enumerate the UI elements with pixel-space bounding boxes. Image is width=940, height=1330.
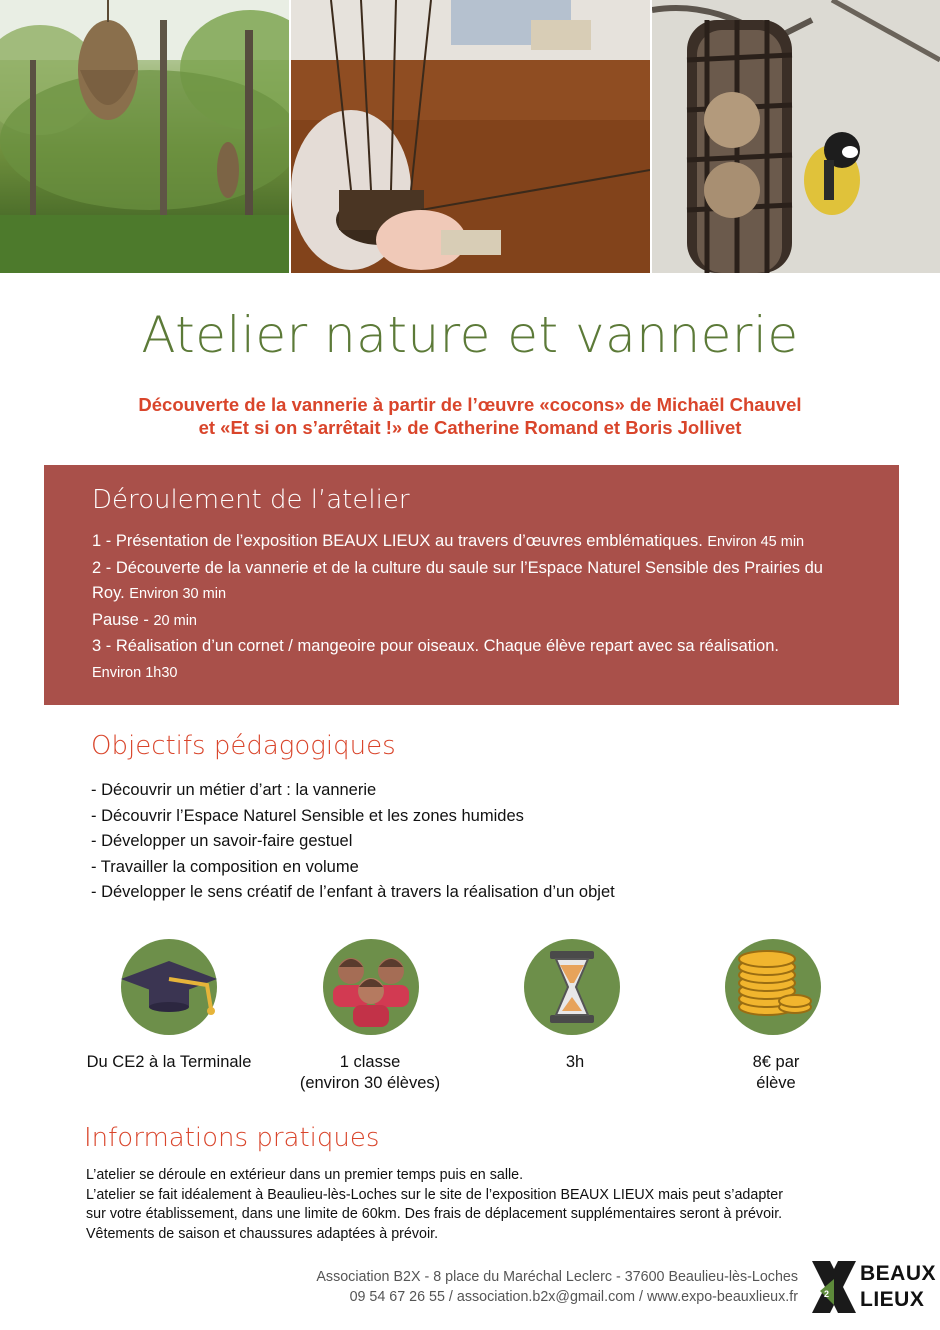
deroulement-step xyxy=(92,529,851,556)
caption-line: 1 classe xyxy=(339,1053,401,1071)
logo-text xyxy=(860,1261,936,1313)
subtitle xyxy=(0,393,940,439)
beaux-lieux-logo xyxy=(812,1261,937,1319)
caption-price xyxy=(676,1052,876,1094)
deroulement-title: Déroulement de l’atelier xyxy=(92,485,410,515)
info-line: L’atelier se fait idéalement à Beaulieu-lès-Loches sur le site de l’exposition BEAUX LIEUX mais peut s’adapter xyxy=(86,1186,783,1203)
info-line: sur votre établissement, dans une limite de 60km. Des frais de déplacement supplémentaires seront à prévoir. xyxy=(86,1206,783,1222)
step-text: 1 - Présentation de l’exposition BEAUX LIEUX au travers d’œuvres emblématiques. xyxy=(92,532,703,550)
subtitle-line-1: Découverte de la vannerie à partir de l’œuvre «cocons» de Michaël Chauvel xyxy=(138,394,802,415)
step-text: 2 - Découverte de la vannerie et de la culture du saule sur l’Espace Naturel Sensible des Prairies du Roy. xyxy=(92,558,823,602)
caption-line: (environ 30 élèves) xyxy=(299,1074,441,1092)
caption-line: 8€ par xyxy=(752,1053,800,1071)
step-duration: Environ 1h30 xyxy=(92,664,178,681)
caption-line: élève xyxy=(756,1074,796,1092)
hourglass-icon xyxy=(524,939,620,1035)
step-text: Pause - xyxy=(92,610,149,629)
deroulement-step xyxy=(92,608,851,635)
students-icon xyxy=(323,939,419,1035)
deroulement-step xyxy=(92,556,851,608)
logo-line: LIEUX xyxy=(860,1288,925,1311)
footer xyxy=(200,1267,798,1307)
photo-bird-feeder xyxy=(652,0,940,273)
footer-address: Association B2X - 8 place du Maréchal Leclerc - 37600 Beaulieu-lès-Loches xyxy=(316,1269,798,1285)
list-item: - Découvrir l’Espace Naturel Sensible et les zones humides xyxy=(91,806,524,825)
logo-mark-icon xyxy=(812,1261,856,1313)
page-title: Atelier nature et vannerie xyxy=(141,306,799,364)
info-line: L’atelier se déroule en extérieur dans un premier temps puis en salle. xyxy=(86,1167,524,1183)
caption-duration xyxy=(475,1052,675,1073)
caption-level xyxy=(69,1052,269,1073)
objectifs-list xyxy=(91,778,615,906)
coins-icon xyxy=(725,939,821,1035)
caption-line: Du CE2 à la Terminale xyxy=(86,1053,252,1071)
photo-banner xyxy=(0,0,940,273)
caption-line: 3h xyxy=(565,1053,585,1071)
objectifs-title: Objectifs pédagogiques xyxy=(91,731,396,761)
deroulement-box xyxy=(44,465,899,705)
list-item: - Travailler la composition en volume xyxy=(91,857,359,876)
svg-text:2: 2 xyxy=(824,1289,830,1299)
list-item: - Développer un savoir-faire gestuel xyxy=(91,832,353,851)
step-duration: Environ 45 min xyxy=(707,534,805,550)
logo-line: BEAUX xyxy=(860,1262,937,1285)
photo-basket-weaving xyxy=(291,0,650,273)
footer-contact: 09 54 67 26 55 / association.b2x@gmail.com / www.expo-beauxlieux.fr xyxy=(349,1289,798,1305)
caption-group xyxy=(270,1052,470,1094)
list-item: - Développer le sens créatif de l’enfant à travers la réalisation d’un objet xyxy=(91,883,615,902)
step-duration: 20 min xyxy=(153,612,197,629)
photo-cocoons-in-forest xyxy=(0,0,289,273)
informations-text xyxy=(86,1166,876,1244)
info-line: Vêtements de saison et chaussures adaptées à prévoir. xyxy=(86,1225,439,1242)
step-duration: Environ 30 min xyxy=(129,586,227,602)
deroulement-step xyxy=(92,634,851,686)
subtitle-line-2: et «Et si on s’arrêtait !» de Catherine Romand et Boris Jollivet xyxy=(198,417,742,438)
step-text: 3 - Réalisation d’un cornet / mangeoire pour oiseaux. Chaque élève repart avec sa réalisation. xyxy=(92,637,779,655)
informations-title: Informations pratiques xyxy=(84,1123,380,1153)
graduation-cap-icon xyxy=(121,939,217,1035)
list-item: - Découvrir un métier d’art : la vannerie xyxy=(91,781,377,799)
